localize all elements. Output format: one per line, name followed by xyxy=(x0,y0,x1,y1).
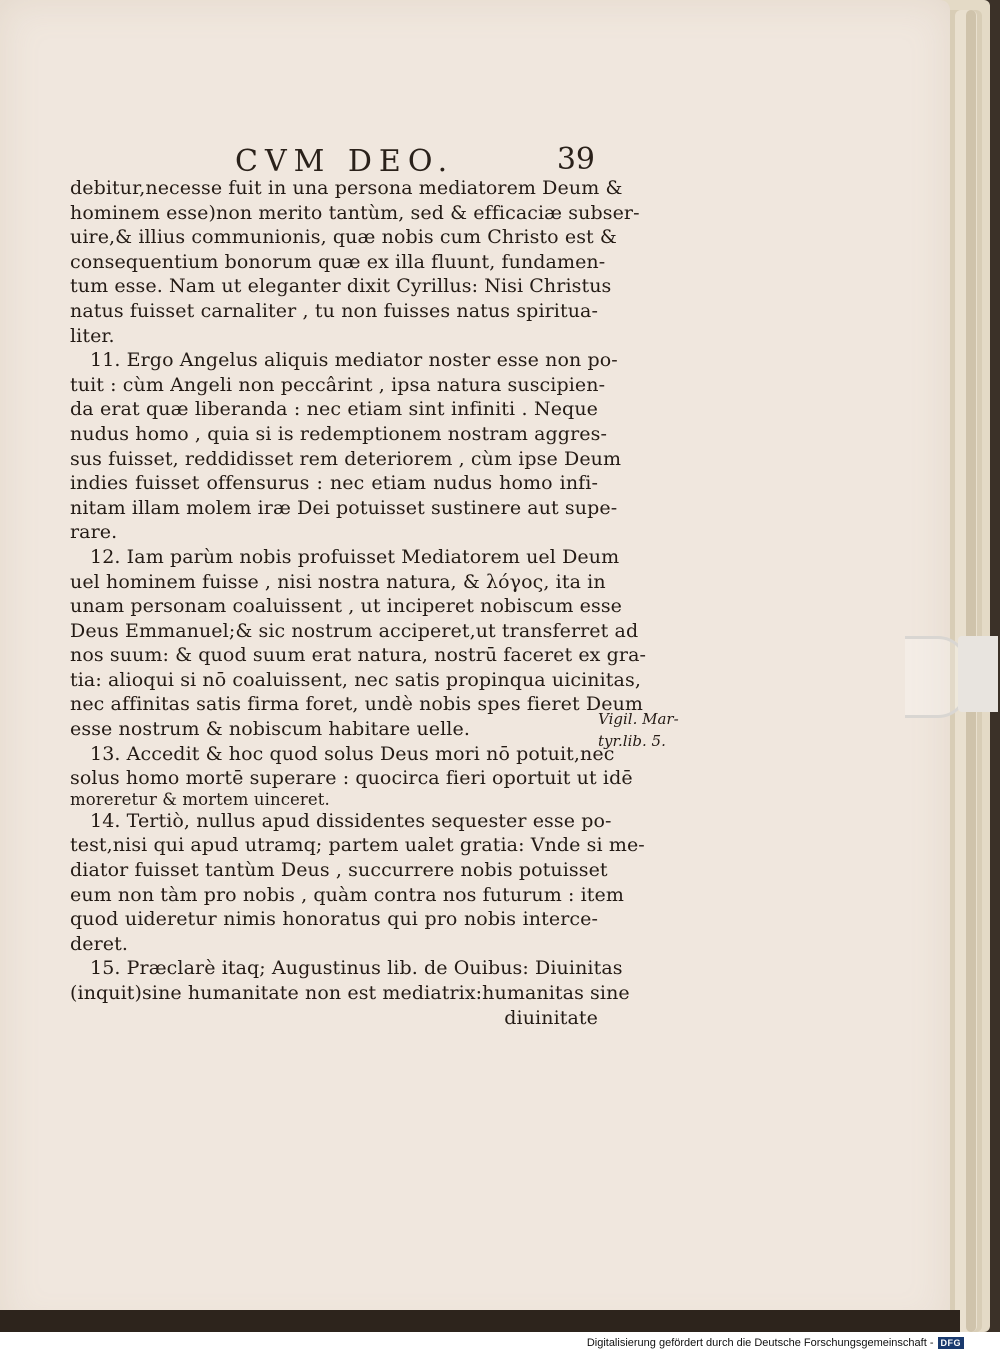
text-line: deret. xyxy=(70,932,129,955)
margin-note xyxy=(598,708,688,752)
text-line: liter. xyxy=(70,324,115,347)
text-line: rare. xyxy=(70,521,118,544)
page-tab-clip xyxy=(958,636,998,712)
text-line: quod uideretur nimis honoratus qui pro nobis interce- xyxy=(70,908,598,931)
text-line: debitur,necesse fuit in una persona mediatorem Deum & xyxy=(70,177,623,199)
text-line: uel hominem fuisse , nisi nostra natura, & λόγος, ita in xyxy=(70,570,606,593)
text-line: solus homo mortē superare : quocirca fieri oportuit ut idē xyxy=(70,767,633,790)
running-head-title: CVM DEO. xyxy=(235,144,455,179)
text-line: esse nostrum & nobiscum habitare uelle. xyxy=(70,718,470,741)
digitization-credit xyxy=(587,1335,964,1351)
text-line: 14. Tertiò, nullus apud dissidentes sequester esse po- xyxy=(90,809,612,832)
scan-bottom-edge xyxy=(0,1310,960,1332)
text-line: nos suum: & quod suum erat natura, nostrū faceret ex gra- xyxy=(70,644,647,667)
text-line: 12. Iam parùm nobis profuisset Mediatorem uel Deum xyxy=(90,545,620,568)
text-line: tia: alioqui si nō coaluissent, nec satis propinqua uicinitas, xyxy=(70,668,641,691)
text-line: indies fuisset offensurus : nec etiam nudus homo infi- xyxy=(70,472,598,495)
text-line: natus fuisset carnaliter , tu non fuisses natus spiritua- xyxy=(70,299,598,322)
text-line: (inquit)sine humanitate non est mediatrix:humanitas sine xyxy=(70,982,630,1004)
text-line: nec affinitas satis firma foret, undè nobis spes fieret Deum xyxy=(70,693,644,716)
text-line: tum esse. Nam ut eleganter dixit Cyrillus: Nisi Christus xyxy=(70,275,612,298)
margin-note-line: tyr.lib. 5. xyxy=(598,732,666,750)
dfg-logo: DFG xyxy=(938,1337,965,1349)
text-line: Deus Emmanuel;& sic nostrum acciperet,ut transferret ad xyxy=(70,619,639,642)
text-line: eum non tàm pro nobis , quàm contra nos futurum : item xyxy=(70,883,624,906)
text-line: nitam illam molem iræ Dei potuisset sustinere aut supe- xyxy=(70,496,618,519)
margin-note-line: Vigil. Mar- xyxy=(598,710,679,728)
text-line: diator fuisset tantùm Deus , succurrere nobis potuisset xyxy=(70,859,608,882)
text-line: tuit : cùm Angeli non peccârint , ipsa natura suscipien- xyxy=(70,373,606,396)
credit-text: Digitalisierung gefördert durch die Deutsche Forschungsgemeinschaft - xyxy=(586,1337,934,1349)
text-line: diuinitate xyxy=(504,1006,598,1029)
page-number: 39 xyxy=(556,142,595,177)
text-line: moreretur & mortem uinceret. xyxy=(70,789,330,809)
text-line: consequentium bonorum quæ ex illa fluunt, fundamen- xyxy=(70,250,606,273)
text-line: test,nisi qui apud utramq; partem ualet gratia: Vnde si me- xyxy=(70,834,645,857)
text-line: 13. Accedit & hoc quod solus Deus mori nō potuit,nec xyxy=(90,742,615,765)
text-line: 11. Ergo Angelus aliquis mediator noster esse non po- xyxy=(90,349,618,372)
text-line: da erat quæ liberanda : nec etiam sint infiniti . Neque xyxy=(70,398,598,421)
text-line: sus fuisset, reddidisset rem deteriorem , cùm ipse Deum xyxy=(70,447,622,470)
text-line: 15. Præclarè itaq; Augustinus lib. de Ouibus: Diuinitas xyxy=(90,957,623,980)
text-line: nudus homo , quia si is redemptionem nostram aggres- xyxy=(70,422,607,445)
text-line: hominem esse)non merito tantùm, sed & efficaciæ subser- xyxy=(70,201,640,224)
text-line: uire,& illius communionis, quæ nobis cum Christo est & xyxy=(70,226,617,249)
text-line: unam personam coaluissent , ut inciperet nobiscum esse xyxy=(70,595,623,618)
